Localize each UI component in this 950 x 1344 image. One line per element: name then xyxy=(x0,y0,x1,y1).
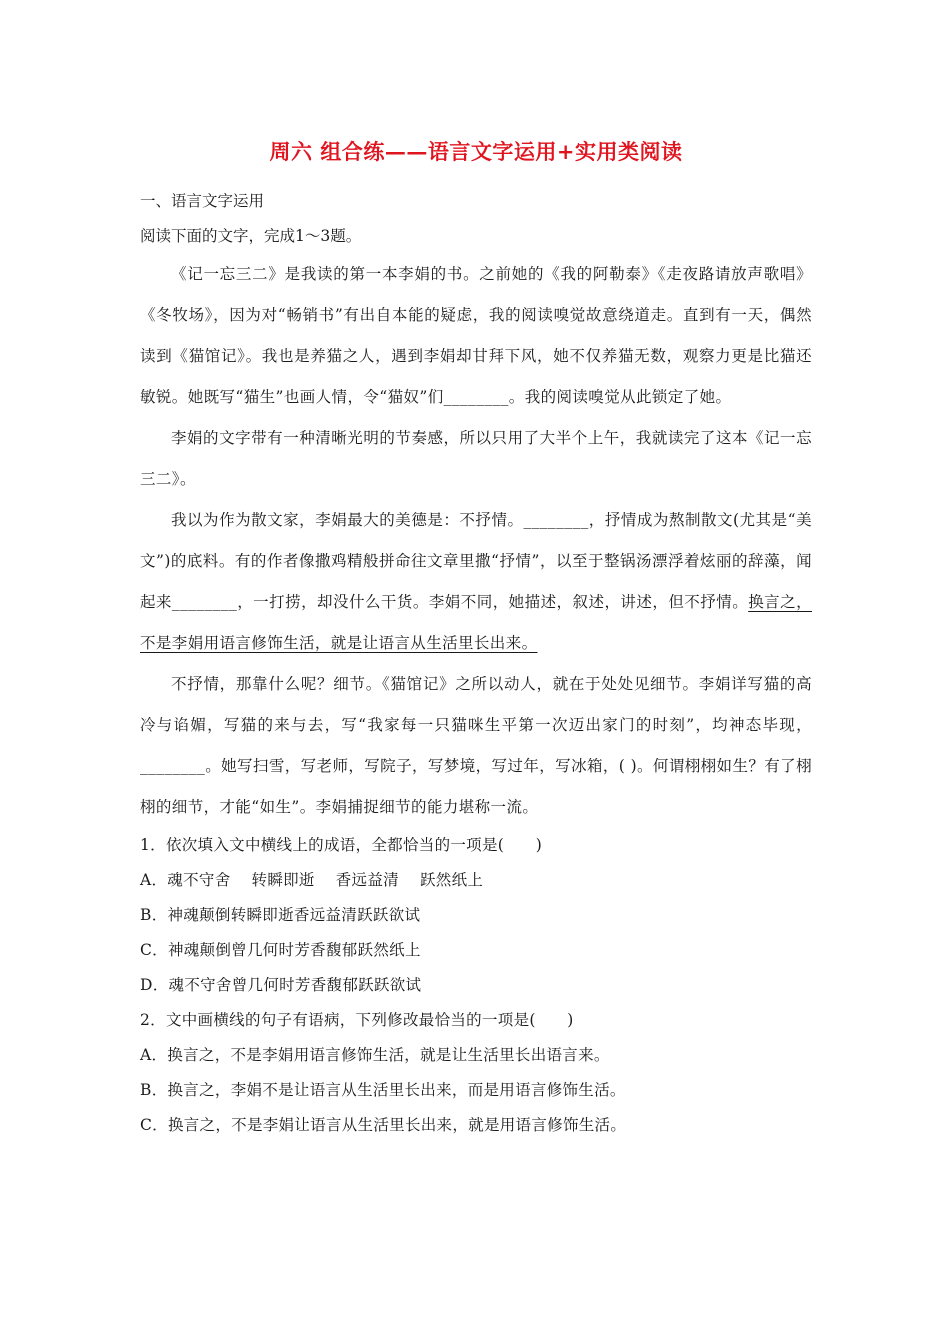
question-2-option-a: A．换言之，不是李娟用语言修饰生活，就是让生活里长出语言来。 xyxy=(140,1046,610,1064)
question-2-stem: 2．文中画横线的句子有语病，下列修改最恰当的一项是( ) xyxy=(140,1011,574,1029)
section-heading: 一、语言文字运用 xyxy=(140,192,265,210)
document-page xyxy=(140,132,812,1143)
passage-paragraph-2: 李娟的文字带有一种清晰光明的节奏感，所以只用了大半个上午，我就读完了这本《记一忘三二》。 xyxy=(140,429,812,488)
question-1-option-b: B．神魂颠倒转瞬即逝香远益清跃跃欲试 xyxy=(140,906,421,924)
question-1 xyxy=(140,828,812,1003)
question-2 xyxy=(140,1003,812,1143)
question-1-option-c: C．神魂颠倒曾几何时芳香馥郁跃然纸上 xyxy=(140,941,421,959)
reading-passage xyxy=(140,254,812,828)
passage-paragraph-4: 不抒情，那靠什么呢？细节。《猫馆记》之所以动人，就在于处处见细节。李娟详写猫的高冷与谄媚，写猫的来与去，写“我家每一只猫咪生平第一次迈出家门的时刻”，均神态毕现，________。她写扫雪，写老师，写院子，写梦境，写过年，写冰箱，( )。何谓栩栩如生？有了栩栩的细节，才能“如生”。李娟捕捉细节的能力堪称一流。 xyxy=(140,675,812,816)
passage-paragraph-3 xyxy=(140,500,812,664)
passage-paragraph-1: 《记一忘三二》是我读的第一本李娟的书。之前她的《我的阿勒泰》《走夜路请放声歌唱》《冬牧场》，因为对“畅销书”有出自本能的疑虑，我的阅读嗅觉故意绕道走。直到有一天，偶然读到《猫馆记》。我也是养猫之人，遇到李娟却甘拜下风，她不仅养猫无数，观察力更是比猫还敏锐。她既写“猫生”也画人情，令“猫奴”们________。我的阅读嗅觉从此锁定了她。 xyxy=(140,265,812,406)
question-1-stem: 1．依次填入文中横线上的成语，全都恰当的一项是( ) xyxy=(140,836,543,854)
question-2-option-b: B．换言之，李娟不是让语言从生活里长出来，而是用语言修饰生活。 xyxy=(140,1081,626,1099)
question-1-option-d: D．魂不守舍曾几何时芳香馥郁跃跃欲试 xyxy=(140,976,422,994)
page-title: 周六 组合练——语言文字运用+实用类阅读 xyxy=(269,139,683,164)
question-2-option-c: C．换言之，不是李娟让语言从生活里长出来，就是用语言修饰生活。 xyxy=(140,1116,627,1134)
reading-instruction: 阅读下面的文字，完成1～3题。 xyxy=(140,227,362,245)
question-1-option-a: A．魂不守舍 转瞬即逝 香远益清 跃然纸上 xyxy=(140,871,484,889)
paragraph-3-text: 我以为作为散文家，李娟最大的美德是：不抒情。________，抒情成为熬制散文(尤其是“美文”)的底料。有的作者像撒鸡精般拼命往文章里撒“抒情”，以至于整锅汤漂浮着炫丽的辞藻，闻起来________，一打捞，却没什么干货。李娟不同，她描述，叙述，讲述，但不抒情。 xyxy=(140,511,812,611)
underlined-sentence: 换言之，不是李娟用语言修饰生活，就是让语言从生活里长出来。 xyxy=(140,593,812,652)
